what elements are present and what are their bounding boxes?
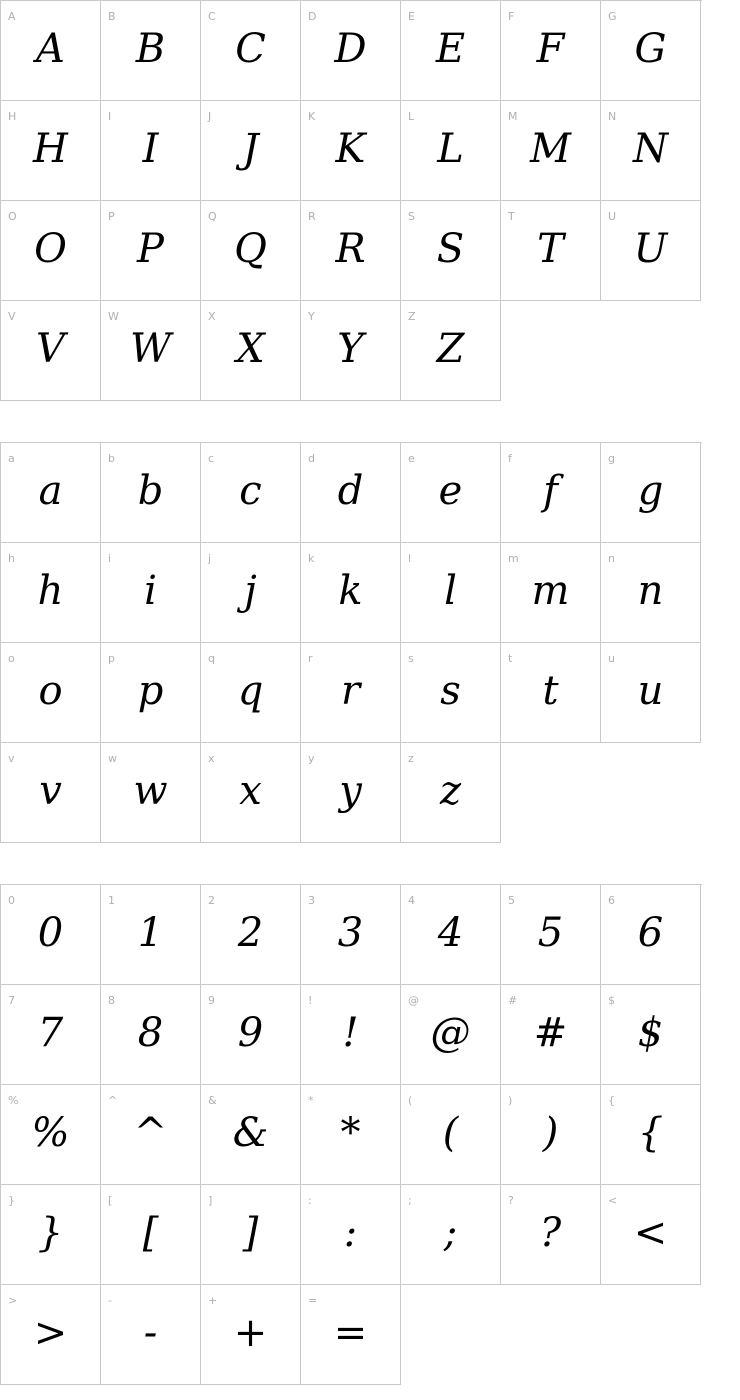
char-cell-z: [401, 743, 501, 843]
char-glyph: g: [637, 468, 664, 514]
char-cell-): [501, 1085, 601, 1185]
char-glyph: ]: [242, 1210, 259, 1256]
char-glyph: }: [37, 1210, 64, 1256]
char-corner-label: Y: [308, 310, 315, 323]
char-cell-J: [201, 101, 301, 201]
char-corner-label: j: [208, 552, 212, 565]
char-glyph: Z: [436, 326, 465, 372]
char-corner-label: k: [308, 552, 315, 565]
char-row: [1, 201, 702, 301]
char-glyph: Q: [234, 226, 267, 272]
char-cell-B: [101, 1, 201, 101]
char-corner-label: T: [508, 210, 515, 223]
char-glyph: J: [242, 126, 259, 172]
char-corner-label: <: [608, 1194, 618, 1207]
char-glyph: ?: [539, 1210, 562, 1256]
char-glyph: U: [633, 226, 668, 272]
char-cell-N: [601, 101, 701, 201]
char-cell-X: [201, 301, 301, 401]
char-corner-label: o: [8, 652, 15, 665]
char-cell-4: [401, 885, 501, 985]
char-corner-label: a: [8, 452, 15, 465]
char-glyph: I: [142, 126, 159, 172]
char-glyph: A: [36, 26, 65, 72]
char-cell-Q: [201, 201, 301, 301]
char-cell-O: [1, 201, 101, 301]
char-cell-1: [101, 885, 201, 985]
char-corner-label: z: [408, 752, 414, 765]
char-glyph: t: [542, 668, 559, 714]
char-glyph: p: [137, 668, 164, 714]
char-corner-label: >: [8, 1294, 18, 1307]
char-corner-label: U: [608, 210, 617, 223]
char-glyph: >: [33, 1310, 68, 1356]
char-corner-label: L: [408, 110, 415, 123]
char-corner-label: q: [208, 652, 215, 665]
char-glyph: S: [436, 226, 465, 272]
char-row: [1, 1085, 702, 1185]
char-cell-;: [401, 1185, 501, 1285]
char-corner-label: -: [108, 1294, 112, 1307]
char-cell-f: [501, 443, 601, 543]
char-corner-label: :: [308, 1194, 312, 1207]
char-corner-label: ): [508, 1094, 513, 1107]
char-corner-label: m: [508, 552, 519, 565]
char-cell-Z: [401, 301, 501, 401]
char-cell-E: [401, 1, 501, 101]
char-cell-@: [401, 985, 501, 1085]
char-corner-label: d: [308, 452, 315, 465]
char-corner-label: 1: [108, 894, 115, 907]
char-corner-label: i: [108, 552, 112, 565]
char-corner-label: s: [408, 652, 414, 665]
char-corner-label: ?: [508, 1194, 514, 1207]
char-row: [1, 1185, 702, 1285]
char-cell-W: [101, 301, 201, 401]
char-cell-u: [601, 643, 701, 743]
char-row: [1, 743, 702, 843]
char-cell-l: [401, 543, 501, 643]
char-glyph: u: [637, 668, 664, 714]
char-cell-5: [501, 885, 601, 985]
char-glyph: q: [237, 668, 264, 714]
char-corner-label: B: [108, 10, 116, 23]
char-cell-(: [401, 1085, 501, 1185]
char-corner-label: =: [308, 1294, 318, 1307]
char-corner-label: O: [8, 210, 17, 223]
char-cell-S: [401, 201, 501, 301]
char-corner-label: l: [408, 552, 412, 565]
char-glyph: w: [133, 768, 168, 814]
char-glyph: 1: [137, 910, 164, 956]
char-cell-o: [1, 643, 101, 743]
char-glyph: E: [435, 26, 466, 72]
char-glyph: 9: [237, 1010, 264, 1056]
char-cell-F: [501, 1, 601, 101]
char-corner-label: X: [208, 310, 216, 323]
char-glyph: <: [633, 1210, 668, 1256]
char-glyph: s: [440, 668, 461, 714]
char-glyph: y: [339, 768, 362, 814]
char-glyph: [: [142, 1210, 159, 1256]
char-glyph: *: [340, 1110, 361, 1156]
char-cell-I: [101, 101, 201, 201]
char-cell-$: [601, 985, 701, 1085]
char-corner-label: J: [208, 110, 212, 123]
char-corner-label: 5: [508, 894, 515, 907]
char-glyph: h: [37, 568, 64, 614]
char-cell-[: [101, 1185, 201, 1285]
char-corner-label: A: [8, 10, 16, 23]
char-row: [1, 101, 702, 201]
char-cell-K: [301, 101, 401, 201]
char-row: [1, 443, 702, 543]
char-cell-k: [301, 543, 401, 643]
char-glyph: 0: [37, 910, 64, 956]
char-corner-label: b: [108, 452, 115, 465]
char-corner-label: #: [508, 994, 518, 1007]
char-corner-label: u: [608, 652, 615, 665]
char-glyph: i: [144, 568, 157, 614]
char-corner-label: 8: [108, 994, 115, 1007]
char-cell-M: [501, 101, 601, 201]
char-cell-2: [201, 885, 301, 985]
char-corner-label: F: [508, 10, 515, 23]
char-glyph: z: [439, 768, 462, 814]
char-glyph: k: [338, 568, 363, 614]
char-glyph: o: [38, 668, 63, 714]
char-corner-label: 9: [208, 994, 215, 1007]
char-cell-<: [601, 1185, 701, 1285]
char-glyph: f: [543, 468, 558, 514]
char-cell-x: [201, 743, 301, 843]
char-glyph: B: [135, 26, 166, 72]
char-corner-label: %: [8, 1094, 19, 1107]
char-corner-label: h: [8, 552, 15, 565]
char-corner-label: D: [308, 10, 317, 23]
char-cell-U: [601, 201, 701, 301]
char-glyph: C: [235, 26, 266, 72]
char-glyph: H: [33, 126, 68, 172]
char-corner-label: +: [208, 1294, 218, 1307]
char-glyph: T: [537, 226, 564, 272]
char-cell-b: [101, 443, 201, 543]
char-cell-]: [201, 1185, 301, 1285]
char-cell-s: [401, 643, 501, 743]
char-glyph: m: [531, 568, 570, 614]
char-corner-label: 6: [608, 894, 615, 907]
char-cell-#: [501, 985, 601, 1085]
char-glyph: 5: [537, 910, 564, 956]
char-glyph: P: [137, 226, 164, 272]
char-cell-H: [1, 101, 101, 201]
char-cell-6: [601, 885, 701, 985]
char-cell-D: [301, 1, 401, 101]
char-cell-G: [601, 1, 701, 101]
char-cell-!: [301, 985, 401, 1085]
char-corner-label: Q: [208, 210, 217, 223]
char-cell-7: [1, 985, 101, 1085]
char-cell-a: [1, 443, 101, 543]
char-cell-v: [1, 743, 101, 843]
char-cell-L: [401, 101, 501, 201]
char-cell-3: [301, 885, 401, 985]
char-glyph: l: [444, 568, 457, 614]
char-corner-label: 0: [8, 894, 15, 907]
char-row: [1, 543, 702, 643]
char-row: [1, 301, 702, 401]
char-corner-label: n: [608, 552, 615, 565]
char-row: [1, 1, 702, 101]
char-glyph: ^: [133, 1110, 168, 1156]
char-cell-}: [1, 1185, 101, 1285]
char-corner-label: S: [408, 210, 415, 223]
char-cell-r: [301, 643, 401, 743]
char-glyph: $: [637, 1010, 664, 1056]
char-cell--: [101, 1285, 201, 1385]
char-corner-label: t: [508, 652, 513, 665]
char-glyph: L: [437, 126, 464, 172]
char-glyph: #: [533, 1010, 568, 1056]
char-cell-e: [401, 443, 501, 543]
digits-and-symbols-grid: [0, 884, 702, 1385]
char-cell-g: [601, 443, 701, 543]
char-corner-label: g: [608, 452, 615, 465]
char-corner-label: (: [408, 1094, 413, 1107]
char-cell-T: [501, 201, 601, 301]
char-corner-label: p: [108, 652, 115, 665]
char-corner-label: c: [208, 452, 215, 465]
char-cell-*: [301, 1085, 401, 1185]
char-cell-C: [201, 1, 301, 101]
char-cell-:: [301, 1185, 401, 1285]
char-cell-y: [301, 743, 401, 843]
char-cell-9: [201, 985, 301, 1085]
char-glyph: !: [342, 1010, 359, 1056]
char-corner-label: x: [208, 752, 215, 765]
char-cell-R: [301, 201, 401, 301]
char-corner-label: ^: [108, 1094, 118, 1107]
char-glyph: @: [430, 1010, 471, 1056]
char-glyph: -: [143, 1310, 158, 1356]
char-cell-%: [1, 1085, 101, 1185]
char-glyph: e: [438, 468, 463, 514]
char-glyph: +: [233, 1310, 268, 1356]
char-corner-label: K: [308, 110, 316, 123]
char-cell-j: [201, 543, 301, 643]
char-glyph: a: [38, 468, 63, 514]
char-corner-label: v: [8, 752, 15, 765]
char-corner-label: N: [608, 110, 617, 123]
char-glyph: 8: [137, 1010, 164, 1056]
char-cell-q: [201, 643, 301, 743]
char-glyph: K: [335, 126, 366, 172]
char-cell-h: [1, 543, 101, 643]
char-cell-8: [101, 985, 201, 1085]
char-corner-label: P: [108, 210, 115, 223]
char-row: [1, 885, 702, 985]
char-cell-Y: [301, 301, 401, 401]
char-corner-label: r: [308, 652, 313, 665]
char-glyph: F: [536, 26, 565, 72]
char-corner-label: E: [408, 10, 415, 23]
char-corner-label: e: [408, 452, 415, 465]
char-cell-=: [301, 1285, 401, 1385]
lowercase-letters-grid: [0, 442, 702, 843]
char-cell-n: [601, 543, 701, 643]
char-corner-label: $: [608, 994, 615, 1007]
char-corner-label: &: [208, 1094, 217, 1107]
char-cell-A: [1, 1, 101, 101]
char-corner-label: H: [8, 110, 17, 123]
char-corner-label: [: [108, 1194, 113, 1207]
char-glyph: n: [637, 568, 664, 614]
char-corner-label: Z: [408, 310, 416, 323]
char-glyph: r: [340, 668, 361, 714]
char-glyph: 7: [37, 1010, 64, 1056]
char-corner-label: C: [208, 10, 216, 23]
char-cell-p: [101, 643, 201, 743]
char-glyph: =: [333, 1310, 368, 1356]
char-glyph: c: [239, 468, 262, 514]
char-glyph: 2: [237, 910, 264, 956]
char-glyph: :: [343, 1210, 358, 1256]
char-corner-label: ;: [408, 1194, 412, 1207]
char-corner-label: }: [8, 1194, 15, 1207]
char-glyph: &: [232, 1110, 269, 1156]
char-glyph: x: [239, 768, 262, 814]
char-corner-label: V: [8, 310, 16, 323]
char-row: [1, 1285, 702, 1385]
char-glyph: ): [542, 1110, 559, 1156]
char-glyph: 3: [337, 910, 364, 956]
char-glyph: {: [637, 1110, 664, 1156]
char-glyph: V: [36, 326, 65, 372]
char-cell-{: [601, 1085, 701, 1185]
char-cell-c: [201, 443, 301, 543]
char-cell-&: [201, 1085, 301, 1185]
char-corner-label: R: [308, 210, 316, 223]
char-cell-m: [501, 543, 601, 643]
char-cell-w: [101, 743, 201, 843]
char-glyph: Y: [337, 326, 364, 372]
char-cell-?: [501, 1185, 601, 1285]
char-corner-label: !: [308, 994, 313, 1007]
char-cell-t: [501, 643, 601, 743]
char-cell-d: [301, 443, 401, 543]
char-glyph: (: [442, 1110, 459, 1156]
char-corner-label: G: [608, 10, 617, 23]
char-cell-^: [101, 1085, 201, 1185]
char-corner-label: 7: [8, 994, 15, 1007]
char-glyph: G: [634, 26, 667, 72]
char-corner-label: 2: [208, 894, 215, 907]
char-corner-label: w: [108, 752, 117, 765]
char-corner-label: y: [308, 752, 315, 765]
char-cell-V: [1, 301, 101, 401]
char-glyph: 6: [637, 910, 664, 956]
char-corner-label: I: [108, 110, 112, 123]
char-glyph: %: [31, 1110, 70, 1156]
char-corner-label: ]: [208, 1194, 213, 1207]
char-corner-label: 4: [408, 894, 415, 907]
char-glyph: b: [137, 468, 164, 514]
char-corner-label: {: [608, 1094, 615, 1107]
char-glyph: W: [129, 326, 172, 372]
char-corner-label: 3: [308, 894, 315, 907]
char-glyph: j: [244, 568, 257, 614]
char-cell-0: [1, 885, 101, 985]
char-corner-label: *: [308, 1094, 314, 1107]
char-cell->: [1, 1285, 101, 1385]
char-glyph: d: [337, 468, 364, 514]
char-glyph: R: [335, 226, 366, 272]
char-glyph: O: [34, 226, 67, 272]
char-corner-label: f: [508, 452, 512, 465]
char-glyph: 4: [437, 910, 464, 956]
char-glyph: N: [633, 126, 668, 172]
char-row: [1, 985, 702, 1085]
char-row: [1, 643, 702, 743]
char-corner-label: M: [508, 110, 518, 123]
char-cell-+: [201, 1285, 301, 1385]
char-cell-P: [101, 201, 201, 301]
char-corner-label: @: [408, 994, 419, 1007]
char-glyph: v: [39, 768, 62, 814]
char-corner-label: W: [108, 310, 119, 323]
char-glyph: ;: [443, 1210, 458, 1256]
char-glyph: X: [236, 326, 265, 372]
char-glyph: M: [530, 126, 571, 172]
uppercase-letters-grid: [0, 0, 702, 401]
char-glyph: D: [334, 26, 367, 72]
char-cell-i: [101, 543, 201, 643]
